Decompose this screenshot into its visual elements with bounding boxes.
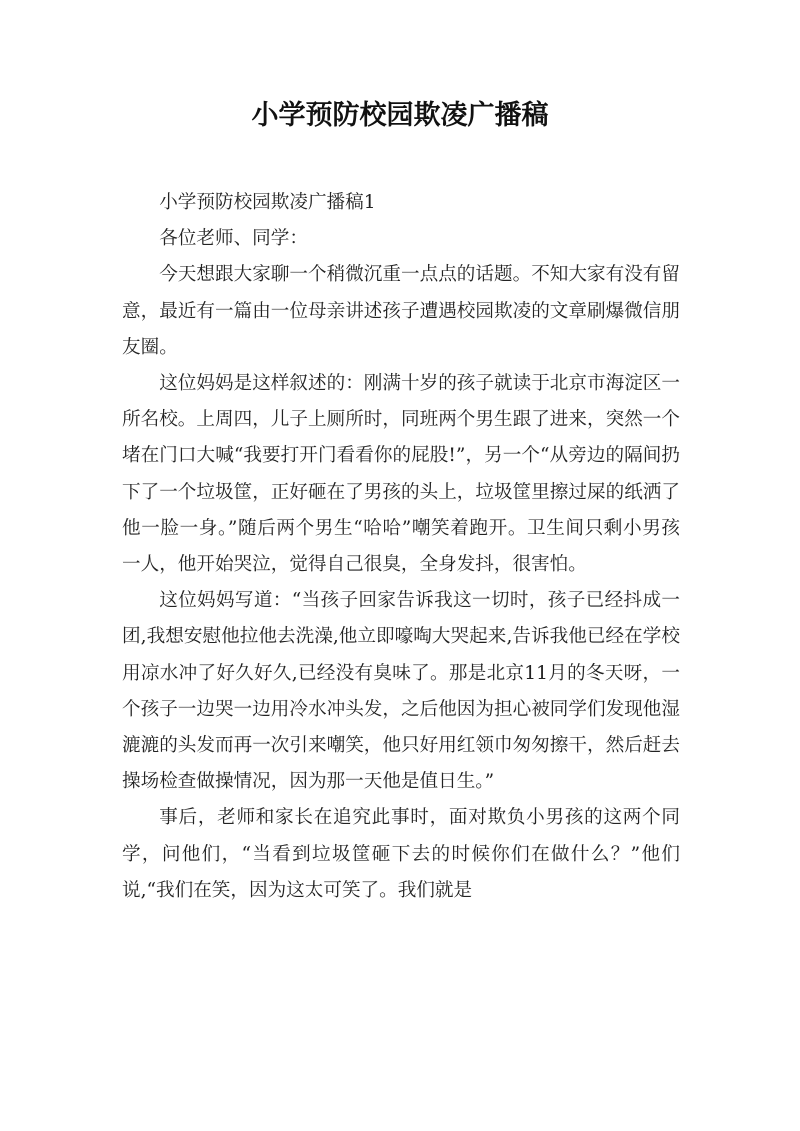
document-title: 小学预防校园欺凌广播稿 — [251, 100, 549, 131]
document-subtitle: 小学预防校园欺凌广播稿1 — [159, 192, 376, 213]
paragraph-3: 这位妈妈写道：“当孩子回家告诉我这一切时，孩子已经抖成一团,我想安慰他拉他去洗澡,他立即嚎啕大哭起来,告诉我他已经在学校用凉水冲了好久好久,已经没有臭味了。那是北京11月的冬天呀，一个孩子一边哭一边用冷水冲头发，之后他因为担心被同学们发现他湿漉漉的头发而再一次引来嘲笑，他只好用红领巾匆匆擦干，然后赶去操场检查做操情况，因为那一天他是值日生。” — [122, 590, 680, 793]
paragraph-2: 这位妈妈是这样叙述的：刚满十岁的孩子就读于北京市海淀区一所名校。上周四，儿子上厕所时，同班两个男生跟了进来，突然一个堵在门口大喊“我要打开门看看你的屁股!”，另一个“从旁边的隔间扔下了一个垃圾筐，正好砸在了男孩的头上，垃圾筐里擦过屎的纸洒了他一脸一身。”随后两个男生“哈哈”嘲笑着跑开。卫生间只剩小男孩一人，他开始哭泣，觉得自己很臭，全身发抖，很害怕。 — [122, 373, 680, 576]
paragraph-1: 今天想跟大家聊一个稍微沉重一点点的话题。不知大家有没有留意，最近有一篇由一位母亲讲述孩子遭遇校园欺凌的文章刷爆微信朋友圈。 — [122, 264, 680, 358]
paragraph-4: 事后，老师和家长在追究此事时，面对欺负小男孩的这两个同学，问他们，“当看到垃圾筐砸下去的时候你们在做什么？”他们说,“我们在笑，因为这太可笑了。我们就是 — [122, 807, 680, 901]
greeting: 各位老师、同学： — [159, 228, 308, 250]
document-body — [122, 185, 680, 909]
